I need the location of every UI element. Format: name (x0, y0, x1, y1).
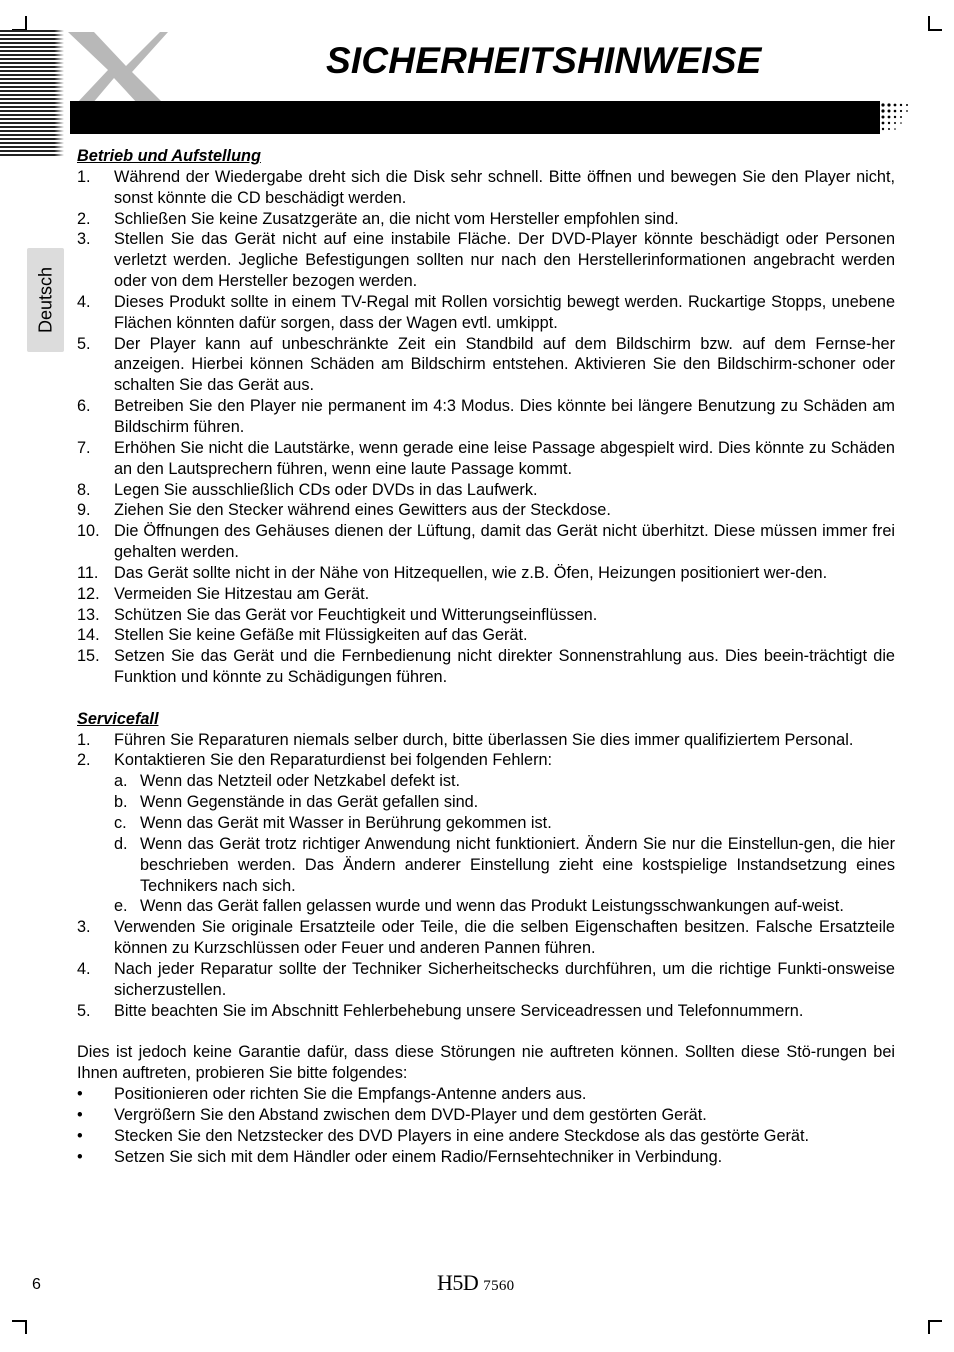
sub-list-item (77, 792, 895, 813)
list-item-number: 3. (77, 230, 91, 249)
list-item-number: 4. (77, 292, 91, 311)
list-item-text: Bitte beachten Sie im Abschnitt Fehlerbehebung unsere Serviceadressen und Telefonnummern. (114, 1001, 804, 1020)
list-item (77, 229, 895, 292)
list-item-number: b. (114, 793, 128, 812)
list-item-text: Stellen Sie das Gerät nicht auf eine instabile Fläche. Der DVD-Player könnte beschädigt oder Personen verletzt werden. Jegliche Befestigungen sollten nur nach den Herstellerinformationen angebracht werden oder von dem Hersteller bezogen werden. (114, 230, 895, 291)
list-item-text: Betreiben Sie den Player nie permanent im 4:3 Modus. Dies könnte bei längere Benutzung zu Schäden am Bildschirm führen. (114, 397, 895, 436)
list-item-number: 11. (77, 563, 99, 582)
bullet-text: Setzen Sie sich mit dem Händler oder einem Radio/Fernsehtechniker in Verbindung. (114, 1147, 723, 1166)
list-item (77, 396, 895, 438)
main-content (77, 146, 895, 1167)
list-item-number: 6. (77, 397, 91, 416)
interference-bullet-list (77, 1084, 895, 1167)
list-item-number: 15. (77, 647, 100, 666)
list-item (77, 500, 895, 521)
list-item-number: 2. (77, 751, 91, 770)
list-item-number: 13. (77, 605, 100, 624)
bullet-text: Vergrößern Sie den Abstand zwischen dem DVD-Player und dem gestörten Gerät. (114, 1105, 707, 1124)
stripe-fade (0, 30, 64, 158)
list-item-text: Dieses Produkt sollte in einem TV-Regal mit Rollen vorsichtig bewegt werden. Ruckartige Stopps, unebene Flächen könnten dafür sorgen, dass der Wagen evtl. umkippt. (114, 292, 895, 332)
list-item (77, 625, 895, 646)
list-item-text: Stellen Sie keine Gefäße mit Flüssigkeiten auf das Gerät. (114, 626, 528, 645)
bullet-item (77, 1084, 895, 1105)
list-item (77, 750, 895, 771)
list-item-number: a. (114, 772, 128, 791)
model-logo (437, 1270, 514, 1296)
crop-mark-top-left-v (25, 16, 27, 30)
spacer (77, 688, 895, 709)
list-item (77, 730, 895, 751)
list-item-text: Die Öffnungen des Gehäuses dienen der Lüftung, damit das Gerät nicht überhitzt. Diese müssen immer frei gehalten werden. (114, 522, 895, 562)
list-item-number: e. (114, 897, 128, 916)
title-bar-dot-pattern (874, 101, 910, 134)
service-instructions-list (77, 730, 895, 1022)
list-item (77, 917, 895, 959)
list-item (77, 209, 895, 230)
list-item (77, 605, 895, 626)
model-number: 7560 (483, 1278, 515, 1294)
list-item (77, 1001, 895, 1022)
list-item-text: Wenn das Gerät mit Wasser in Berührung gekommen ist. (140, 814, 552, 832)
list-item-text: Führen Sie Reparaturen niemals selber durch, bitte überlassen Sie dies immer qualifiziertem Personal. (114, 730, 854, 749)
sub-list-item (77, 813, 895, 834)
list-item-number: 7. (77, 438, 91, 457)
list-item (77, 480, 895, 501)
list-item-number: 3. (77, 918, 91, 937)
bullet-text: Positionieren oder richten Sie die Empfangs-Antenne anders aus. (114, 1084, 587, 1103)
list-item (77, 167, 895, 209)
list-item-text: Das Gerät sollte nicht in der Nähe von Hitzequellen, wie z.B. Öfen, Heizungen positioniert wer-den. (114, 563, 828, 582)
crop-mark-bottom-left (12, 1320, 26, 1322)
list-item-text: Schließen Sie keine Zusatzgeräte an, die nicht vom Hersteller empfohlen sind. (114, 209, 679, 228)
list-item-number: 8. (77, 480, 91, 499)
list-item-text: Der Player kann auf unbeschränkte Zeit ein Standbild auf dem Bildschirm bzw. auf dem Fernse-her anzeigen. Hierbei können Schäden am Bildschirm entstehen. Aktivieren Sie den Bildschirm-schoner oder schalten Sie das Gerät aus. (114, 334, 895, 395)
list-item-text: Kontaktieren Sie den Reparaturdienst bei folgenden Fehlern: (114, 751, 553, 770)
list-item-number: 4. (77, 959, 91, 978)
list-item-text: Setzen Sie das Gerät und die Fernbedienung nicht direkter Sonnenstrahlung aus. Dies beein-trächtigt die Funktion und könnte zu Schädigungen führen. (114, 647, 895, 687)
list-item-text: Wenn das Netzteil oder Netzkabel defekt ist. (140, 772, 461, 791)
crop-mark-bottom-right-v (928, 1320, 930, 1334)
list-item-number: 2. (77, 209, 91, 228)
bullet-item (77, 1147, 895, 1168)
spacer (77, 1021, 895, 1042)
crop-mark-bottom-right (928, 1320, 942, 1322)
list-item-text: Legen Sie ausschließlich CDs oder DVDs in das Laufwerk. (114, 480, 538, 499)
list-item (77, 438, 895, 480)
brand-x-logo (64, 28, 174, 108)
list-item (77, 584, 895, 605)
list-item-number: 1. (77, 167, 91, 186)
list-item-text: Vermeiden Sie Hitzestau am Gerät. (114, 584, 370, 603)
list-item (77, 334, 895, 397)
list-item (77, 646, 895, 688)
sub-list-item (77, 771, 895, 792)
interference-intro: Dies ist jedoch keine Garantie dafür, dass diese Störungen nie auftreten können. Sollten diese Stö-rungen bei Ihnen auftreten, probieren Sie bitte folgendes: (77, 1043, 895, 1083)
list-item (77, 521, 895, 563)
language-tab-label: Deutsch (35, 266, 56, 334)
list-item-text: Wenn das Gerät trotz richtiger Anwendung nicht funktioniert. Ändern Sie nur die Einstellun-gen, die hier beschrieben werden. Das Ändern anderer Einstellung zieht eine kostspielige Instandsetzung eines Technikers nach sich. (140, 834, 895, 895)
list-item-text: Nach jeder Reparatur sollte der Techniker Sicherheitschecks durchführen, um die richtige Funkti-onsweise sicherzustellen. (114, 959, 895, 999)
crop-mark-top-right (928, 29, 942, 31)
list-item (77, 959, 895, 1001)
section-heading-servicefall: Servicefall (77, 709, 159, 728)
crop-mark-top-right-v (928, 16, 930, 30)
model-logo-mark: H5D (437, 1270, 479, 1295)
list-item-number: 14. (77, 626, 100, 645)
sub-list-item (77, 834, 895, 897)
list-item-number: 1. (77, 730, 91, 749)
bullet-text: Stecken Sie den Netzstecker des DVD Players in eine andere Steckdose als das gestörte Gerät. (114, 1126, 810, 1145)
bullet-icon: • (77, 1147, 83, 1166)
list-item-text: Ziehen Sie den Stecker während eines Gewitters aus der Steckdose. (114, 501, 611, 520)
crop-mark-bottom-left-v (25, 1320, 27, 1334)
bullet-item (77, 1126, 895, 1147)
list-item-text: Während der Wiedergabe dreht sich die Disk sehr schnell. Bitte öffnen und bewegen Sie den Player nicht, sonst könnte die CD beschädigt werden. (114, 167, 895, 207)
bullet-item (77, 1105, 895, 1126)
section-heading-betrieb: Betrieb und Aufstellung (77, 147, 261, 165)
page-title: SICHERHEITSHINWEISE (326, 40, 762, 81)
list-item (77, 292, 895, 334)
list-item-number: 12. (77, 584, 100, 603)
page-number: 6 (32, 1276, 41, 1293)
list-item-number: 5. (77, 1001, 91, 1020)
list-item-text: Wenn das Gerät fallen gelassen wurde und wenn das Produkt Leistungsschwankungen auf-weist. (140, 897, 844, 916)
list-item-number: c. (114, 814, 127, 832)
bullet-icon: • (77, 1105, 83, 1124)
list-item-number: 5. (77, 334, 91, 353)
list-item-number: 9. (77, 501, 91, 520)
title-bar (70, 101, 880, 134)
list-item-number: d. (114, 834, 128, 853)
bullet-icon: • (77, 1084, 83, 1103)
list-item-text: Verwenden Sie originale Ersatzteile oder Teile, die die selben Eigenschaften besitzen. Falsche Ersatzteile können zu Kurzschlüssen oder Feuer und anderen Pannen führen. (114, 918, 895, 958)
operation-instructions-list (77, 167, 895, 688)
sub-list-item (77, 896, 895, 917)
list-item-number: 10. (77, 522, 100, 541)
list-item-text: Wenn Gegenstände in das Gerät gefallen sind. (140, 793, 479, 812)
list-item-text: Erhöhen Sie nicht die Lautstärke, wenn gerade eine leise Passage abgespielt wird. Dies könnte zu Schäden an den Lautsprechern führen, wenn eine laute Passage kommt. (114, 438, 895, 478)
list-item (77, 563, 895, 584)
list-item-text: Schützen Sie das Gerät vor Feuchtigkeit und Witterungseinflüssen. (114, 605, 598, 624)
bullet-icon: • (77, 1126, 83, 1145)
